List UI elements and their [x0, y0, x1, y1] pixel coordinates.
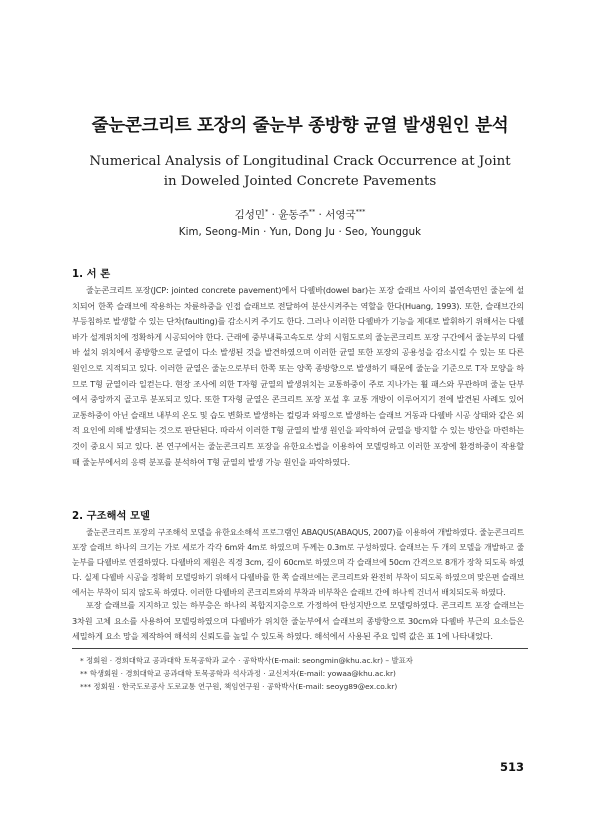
structural-model-paragraph-2: 포장 슬래브를 지지하고 있는 하부층은 하나의 복합지지층으로 가정하여 탄성지반으로 모델링하였다. 콘크리트 포장 슬래브는 3차원 고체 요소를 사용하여 모델링하였으며 다웰바가 위치한 줄눈부에서 슬래브의 종방향으로 30cm와 다웰바 부근의 요소들은 세밀하게 요소 망을 제작하여 해석의 신뢰도를 높일 수 있도록 하였다. 해석에서 사용된 주요 입력 값은 표 1에 나타내었다. — [72, 600, 524, 642]
author-separator: · — [315, 209, 326, 221]
author-3-mark: *** — [355, 207, 366, 216]
author-2: 윤동주 — [278, 209, 309, 221]
footnote-divider — [72, 648, 528, 649]
paper-title-korean: 줄눈콘크리트 포장의 줄눈부 종방향 균열 발생원인 분석 — [91, 116, 509, 136]
page-number: 513 — [500, 760, 525, 774]
footnote-2: ** 학생회원 · 경희대학교 공과대학 토목공학과 석사과정 · 교신저자(E-mail: yowaa@khu.ac.kr) — [80, 669, 396, 678]
footnote-3: *** 정회원 · 한국도로공사 도로교통 연구원, 책임연구원 · 공학박사(E-mail: seoyg89@ex.co.kr) — [80, 682, 398, 691]
authors-korean — [0, 207, 600, 222]
author-2-mark: ** — [308, 207, 316, 216]
footnote-1: * 정회원 · 경희대학교 공과대학 토목공학과 교수 · 공학박사(E-mail: seongmin@khu.ac.kr) – 발표자 — [80, 656, 413, 665]
author-separator: · — [268, 209, 279, 221]
section-heading-structural-model: 2. 구조해석 모델 — [72, 510, 150, 522]
introduction-paragraph: 줄눈콘크리트 포장(JCP: jointed concrete pavement)에서 다웰바(dowel bar)는 포장 슬래브 사이의 불연속면인 줄눈에 설치되어 한쪽 슬래브에 작용하는 차륜하중을 인접 슬래브로 전달하여 분산시켜주는 역할을 한다(Huang, 1993). 또한, 슬래브간의 부등침하로 발생할 수 있는 단차(faulting)를 감소시켜 주기도 한다. 그러나 이러한 다웰바가 기능을 제대로 발휘하기 위해서는 다웰바가 설계위치에 정확하게 시공되어야 한다. 근래에 중부내륙고속도로 상의 시험도로의 줄눈콘크리트 포장 구간에서 줄눈부의 다웰바 설치 위치에서 종방향으로 균열이 다소 발생된 것을 발견하였으며 이러한 균열 또한 포장의 공용성을 감소시킬 수 있는 또 다른 원인으로 지적되고 있다. 이러한 균열은 줄눈으로부터 한쪽 또는 양쪽 종방향으로 발생하기 때문에 줄눈을 기준으로 T자 모양을 하므로 T형 균열이라 일컫는다. 현장 조사에 의한 T자형 균열의 발생위치는 교통하중이 주로 지나가는 휠 패스와 무관하며 줄눈 단부에서 중앙까지 골고루 분포되고 있다. 또한 T자형 균열은 콘크리트 포장 포설 후 교통 개방이 이루어지기 전에 발견된 사례도 있어 교통하중이 아닌 슬래브 내부의 온도 및 습도 변화로 발생하는 컬링과 와핑으로 발생하는 슬래브 거동과 다웰바 시공 상태와 같은 외적 요인에 의해 발생되는 것으로 판단된다. 따라서 이러한 T형 균열의 발생 원인을 파악하여 균열을 방지할 수 있는 방안을 마련하는 것이 중요시 되고 있다. 본 연구에서는 줄눈콘크리트 포장을 유한요소법을 이용하여 모델링하고 이러한 포장에 환경하중이 작용할 때 줄눈부에서의 응력 분포를 분석하여 T형 균열의 발생 가능 원인을 파악하였다. — [72, 285, 525, 467]
title-en-line-1: Numerical Analysis of Longitudinal Crack Occurrence at Joint — [89, 154, 511, 169]
authors-english: Kim, Seong-Min · Yun, Dong Ju · Seo, Youngguk — [178, 227, 422, 238]
author-1: 김성민 — [234, 209, 266, 221]
paper-title-english — [0, 152, 600, 192]
author-1-mark: * — [265, 207, 269, 216]
section-heading-introduction: 1. 서 론 — [72, 268, 111, 280]
author-3: 서영국 — [325, 209, 356, 221]
title-en-line-2: in Doweled Jointed Concrete Pavements — [163, 174, 437, 189]
structural-model-paragraph-1: 줄눈콘크리트 포장의 구조해석 모델을 유한요소해석 프로그램인 ABAQUS(ABAQUS, 2007)를 이용하여 개발하였다. 줄눈콘크리트 포장 슬래브 하나의 크기는 가로 세로가 각각 6m와 4m로 하였으며 두께는 0.3m로 구성하였다. 슬래브는 두 개의 모델을 개발하고 줄눈부를 다웰바로 연결하였다. 다웰바의 제원은 직경 3cm, 길이 60cm로 하였으며 각 슬래브에 50cm 간격으로 8개가 장착 되도록 하였다. 실제 다웰바 시공을 정확히 모델링하기 위해서 다웰바를 한 쪽 슬래브에는 콘크리트와 완전히 부착이 되도록 하였으며 맞은편 슬래브에서는 부착이 되지 않도록 하였다. 이러한 다웰바의 콘크리트와의 부착과 비부착은 슬래브 간에 하나씩 건너서 배치되도록 하였다. — [72, 528, 524, 597]
